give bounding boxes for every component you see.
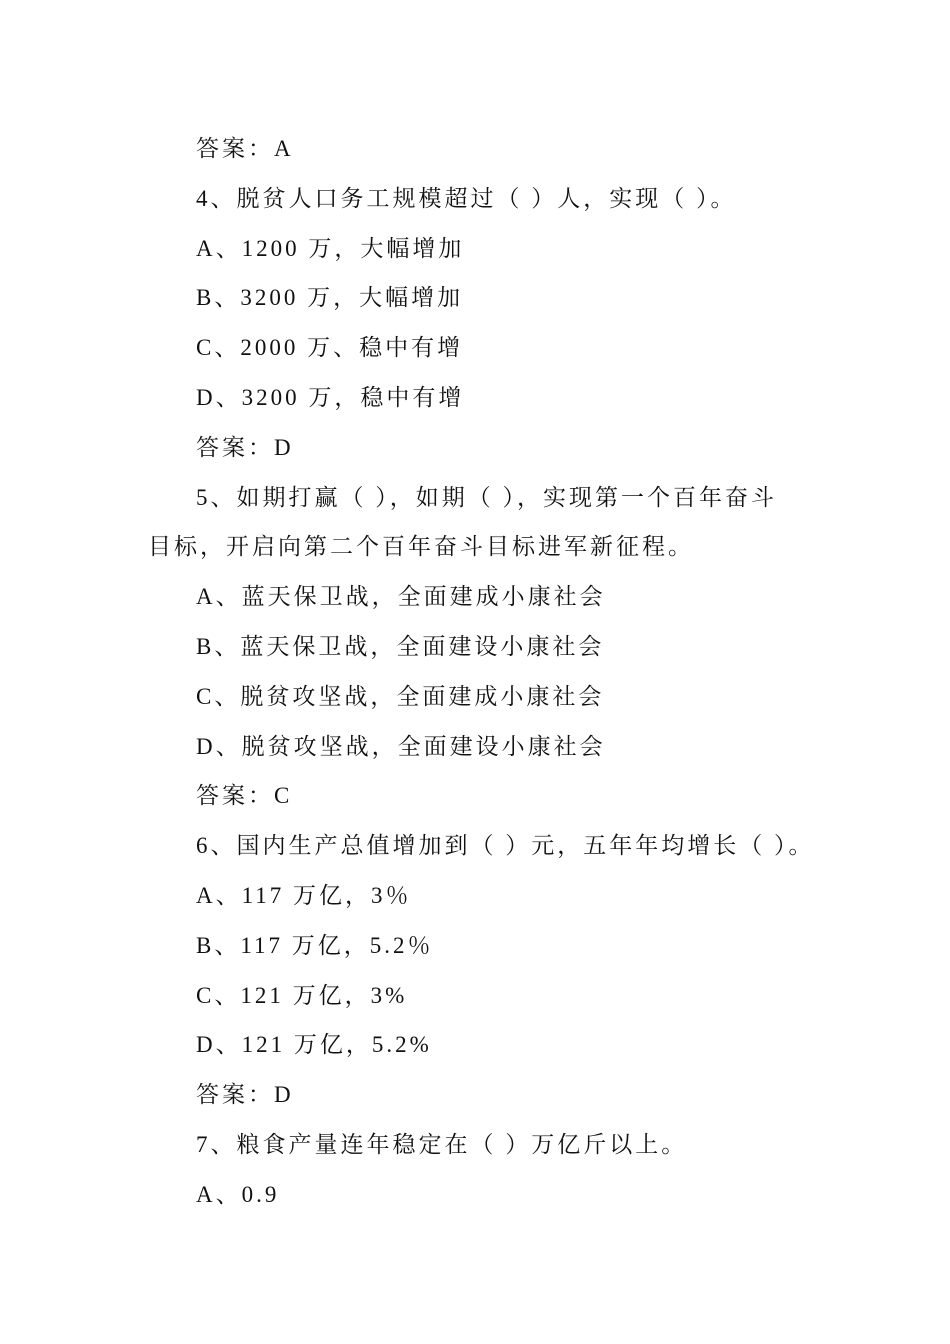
option-line: D、121 万亿，5.2% [196,1032,432,1058]
question-line-continued: 目标，开启向第二个百年奋斗目标进军新征程。 [148,534,694,560]
answer-line: 答案：C [196,783,293,809]
answer-line: 答案：D [196,434,294,460]
option-line: A、117 万亿，3％ [196,882,412,908]
option-line: A、1200 万，大幅增加 [196,235,465,261]
option-line: C、2000 万、稳中有增 [196,335,464,361]
question-line: 4、脱贫人口务工规模超过（ ）人，实现（ ）。 [196,185,737,211]
document-body [148,124,818,1220]
option-line: B、蓝天保卫战，全面建设小康社会 [196,633,605,659]
option-line: C、脱贫攻坚战，全面建成小康社会 [196,683,605,709]
option-line: C、121 万亿，3% [196,982,408,1008]
option-line: A、0.9 [196,1181,280,1207]
option-line: B、3200 万，大幅增加 [196,285,464,311]
option-line: D、3200 万，稳中有增 [196,384,465,410]
option-line: D、脱贫攻坚战，全面建设小康社会 [196,733,606,759]
answer-line: 答案：D [196,1082,294,1108]
question-line: 6、国内生产总值增加到（ ）元，五年年均增长（ ）。 [196,833,815,859]
question-line: 5、如期打赢（ ），如期（ ），实现第一个百年奋斗 [196,484,777,510]
option-line: A、蓝天保卫战，全面建成小康社会 [196,584,606,610]
answer-line: 答案：A [196,136,294,161]
question-line: 7、粮食产量连年稳定在（ ）万亿斤以上。 [196,1131,688,1157]
option-line: B、117 万亿，5.2％ [196,932,434,958]
